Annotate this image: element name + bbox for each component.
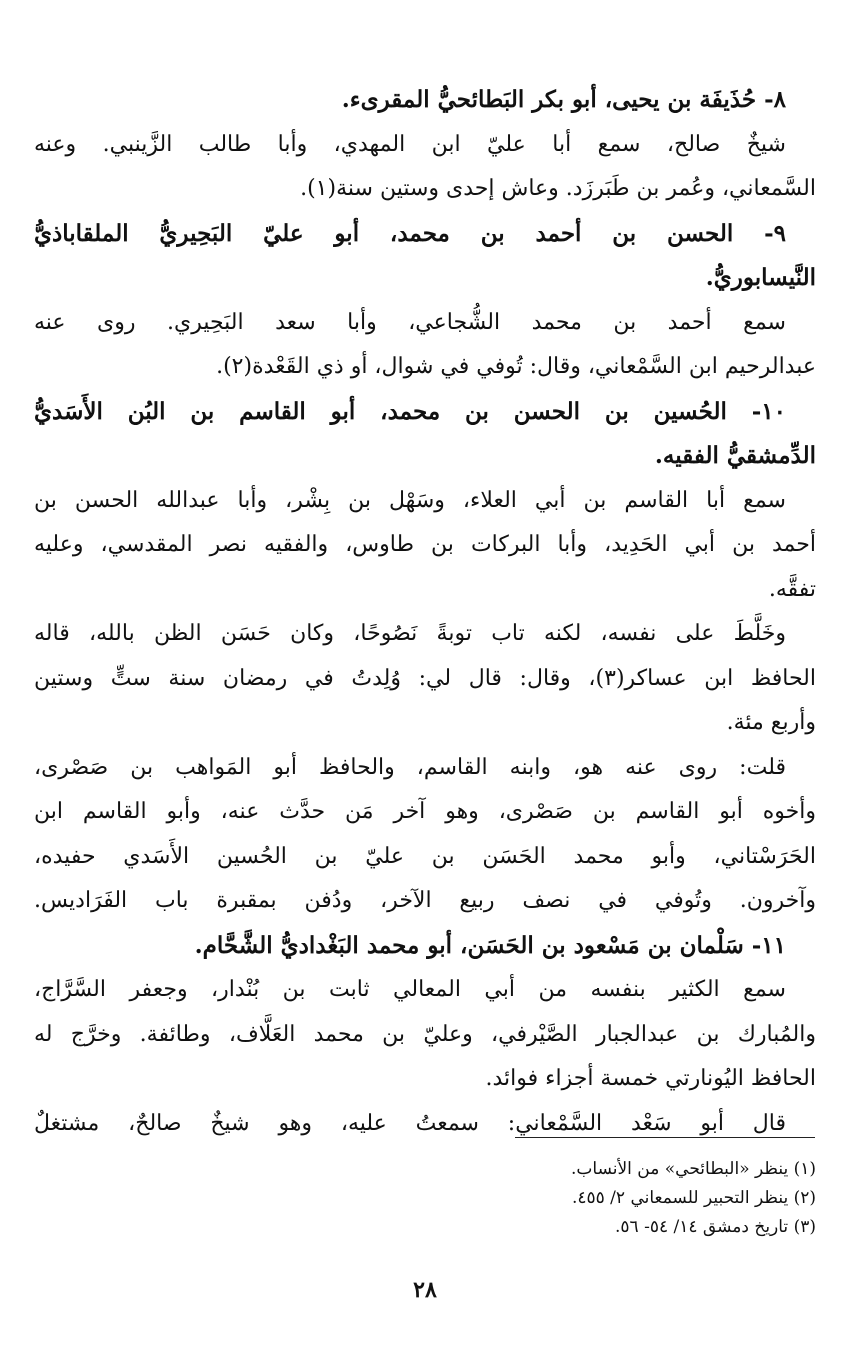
text-line: قال أبو سَعْد السَّمْعاني: سمعتُ عليه، وهو شيخٌ صالحٌ، مشتغلٌ bbox=[34, 1110, 786, 1136]
text-line: وأخوه أبو القاسم بن صَصْرى، وهو آخر مَن حدَّث عنه، وأبو القاسم ابن bbox=[34, 799, 816, 824]
text-line: تفقَّه. bbox=[768, 576, 816, 602]
entry-heading-8: ٨- حُذَيفَة بن يحيى، أبو بكر البَطائحيُّ المقرىء. bbox=[341, 86, 786, 113]
entry-heading-9: ٩- الحسن بن أحمد بن محمد، أبو عليّ البَحِيريُّ الملقاباذيُّ bbox=[34, 219, 786, 247]
entry-heading-10: ١٠- الحُسين بن الحسن بن محمد، أبو القاسم بن البُن الأَسَديُّ bbox=[34, 397, 786, 425]
text-line: سمع الكثير بنفسه من أبي المعالي ثابت بن بُنْدار، وجعفر السَّرَّاج، bbox=[34, 977, 786, 1002]
text-line: قلت: روى عنه هو، وابنه القاسم، والحافظ أبو المَواهب بن صَصْرى، bbox=[34, 754, 786, 780]
text-line: الحَرَسْتاني، وأبو محمد الحَسَن بن عليّ بن الحُسين الأَسَدي حفيده، bbox=[34, 843, 816, 869]
entry-heading-11: ١١- سَلْمان بن مَسْعود بن الحَسَن، أبو محمد البَغْداديُّ الشَّحَّام. bbox=[194, 931, 786, 959]
text-line: سمع أحمد بن محمد الشُّجاعي، وأبا سعد البَحِيري. روى عنه bbox=[34, 309, 786, 335]
entry-heading-10-cont: الدِّمشقيُّ الفقيه. bbox=[654, 442, 816, 469]
text-line: الحافظ اليُونارتي خمسة أجزاء فوائد. bbox=[485, 1066, 816, 1091]
text-line: وآخرون. وتُوفي في نصف ربيع الآخر، ودُفن بمقبرة باب الفَرَاديس. bbox=[34, 888, 816, 913]
text-line: سمع أبا القاسم بن أبي العلاء، وسَهْل بن بِشْر، وأبا عبدالله الحسن بن bbox=[34, 487, 786, 513]
footnote-divider bbox=[515, 1137, 815, 1138]
text-line: عبدالرحيم ابن السَّمْعاني، وقال: تُوفي في شوال، أو ذي القَعْدة(٢). bbox=[216, 354, 816, 379]
body-text bbox=[34, 78, 816, 1146]
text-line: وخَلَّطَ على نفسه، لكنه تاب توبةً نَصُوحًا، وكان حَسَن الظن بالله، قاله bbox=[34, 621, 786, 646]
entry-heading-9-cont: النَّيسابوريُّ. bbox=[705, 264, 816, 291]
text-line: السَّمعاني، وعُمر بن طَبَرزَد. وعاش إحدى وستين سنة(١). bbox=[300, 176, 816, 201]
footnote-3: (٣) تاريخ دمشق ١٤/ ٥٤- ٥٦. bbox=[615, 1217, 816, 1237]
text-line: أحمد بن أبي الحَدِيد، وأبا البركات بن طاوس، والفقيه نصر المقدسي، وعليه bbox=[34, 532, 816, 557]
text-line: وأربع مئة. bbox=[726, 710, 816, 735]
page-number: ٢٨ bbox=[413, 1277, 437, 1303]
footnote-1: (١) ينظر «البطائحي» من الأنساب. bbox=[571, 1159, 816, 1179]
text-line: الحافظ ابن عساكر(٣)، وقال: قال لي: وُلِدتُ في رمضان سنة ستٍّ وستين bbox=[34, 665, 816, 691]
footnote-2: (٢) ينظر التحبير للسمعاني ٢/ ٤٥٥. bbox=[571, 1188, 816, 1208]
text-line: والمُبارك بن عبدالجبار الصَّيْرفي، وعليّ بن محمد العَلَّاف، وطائفة. وخرَّج له bbox=[34, 1021, 816, 1047]
text-line: شيخٌ صالح، سمع أبا عليّ ابن المهدي، وأبا طالب الزَّينبي. وعنه bbox=[34, 131, 786, 157]
